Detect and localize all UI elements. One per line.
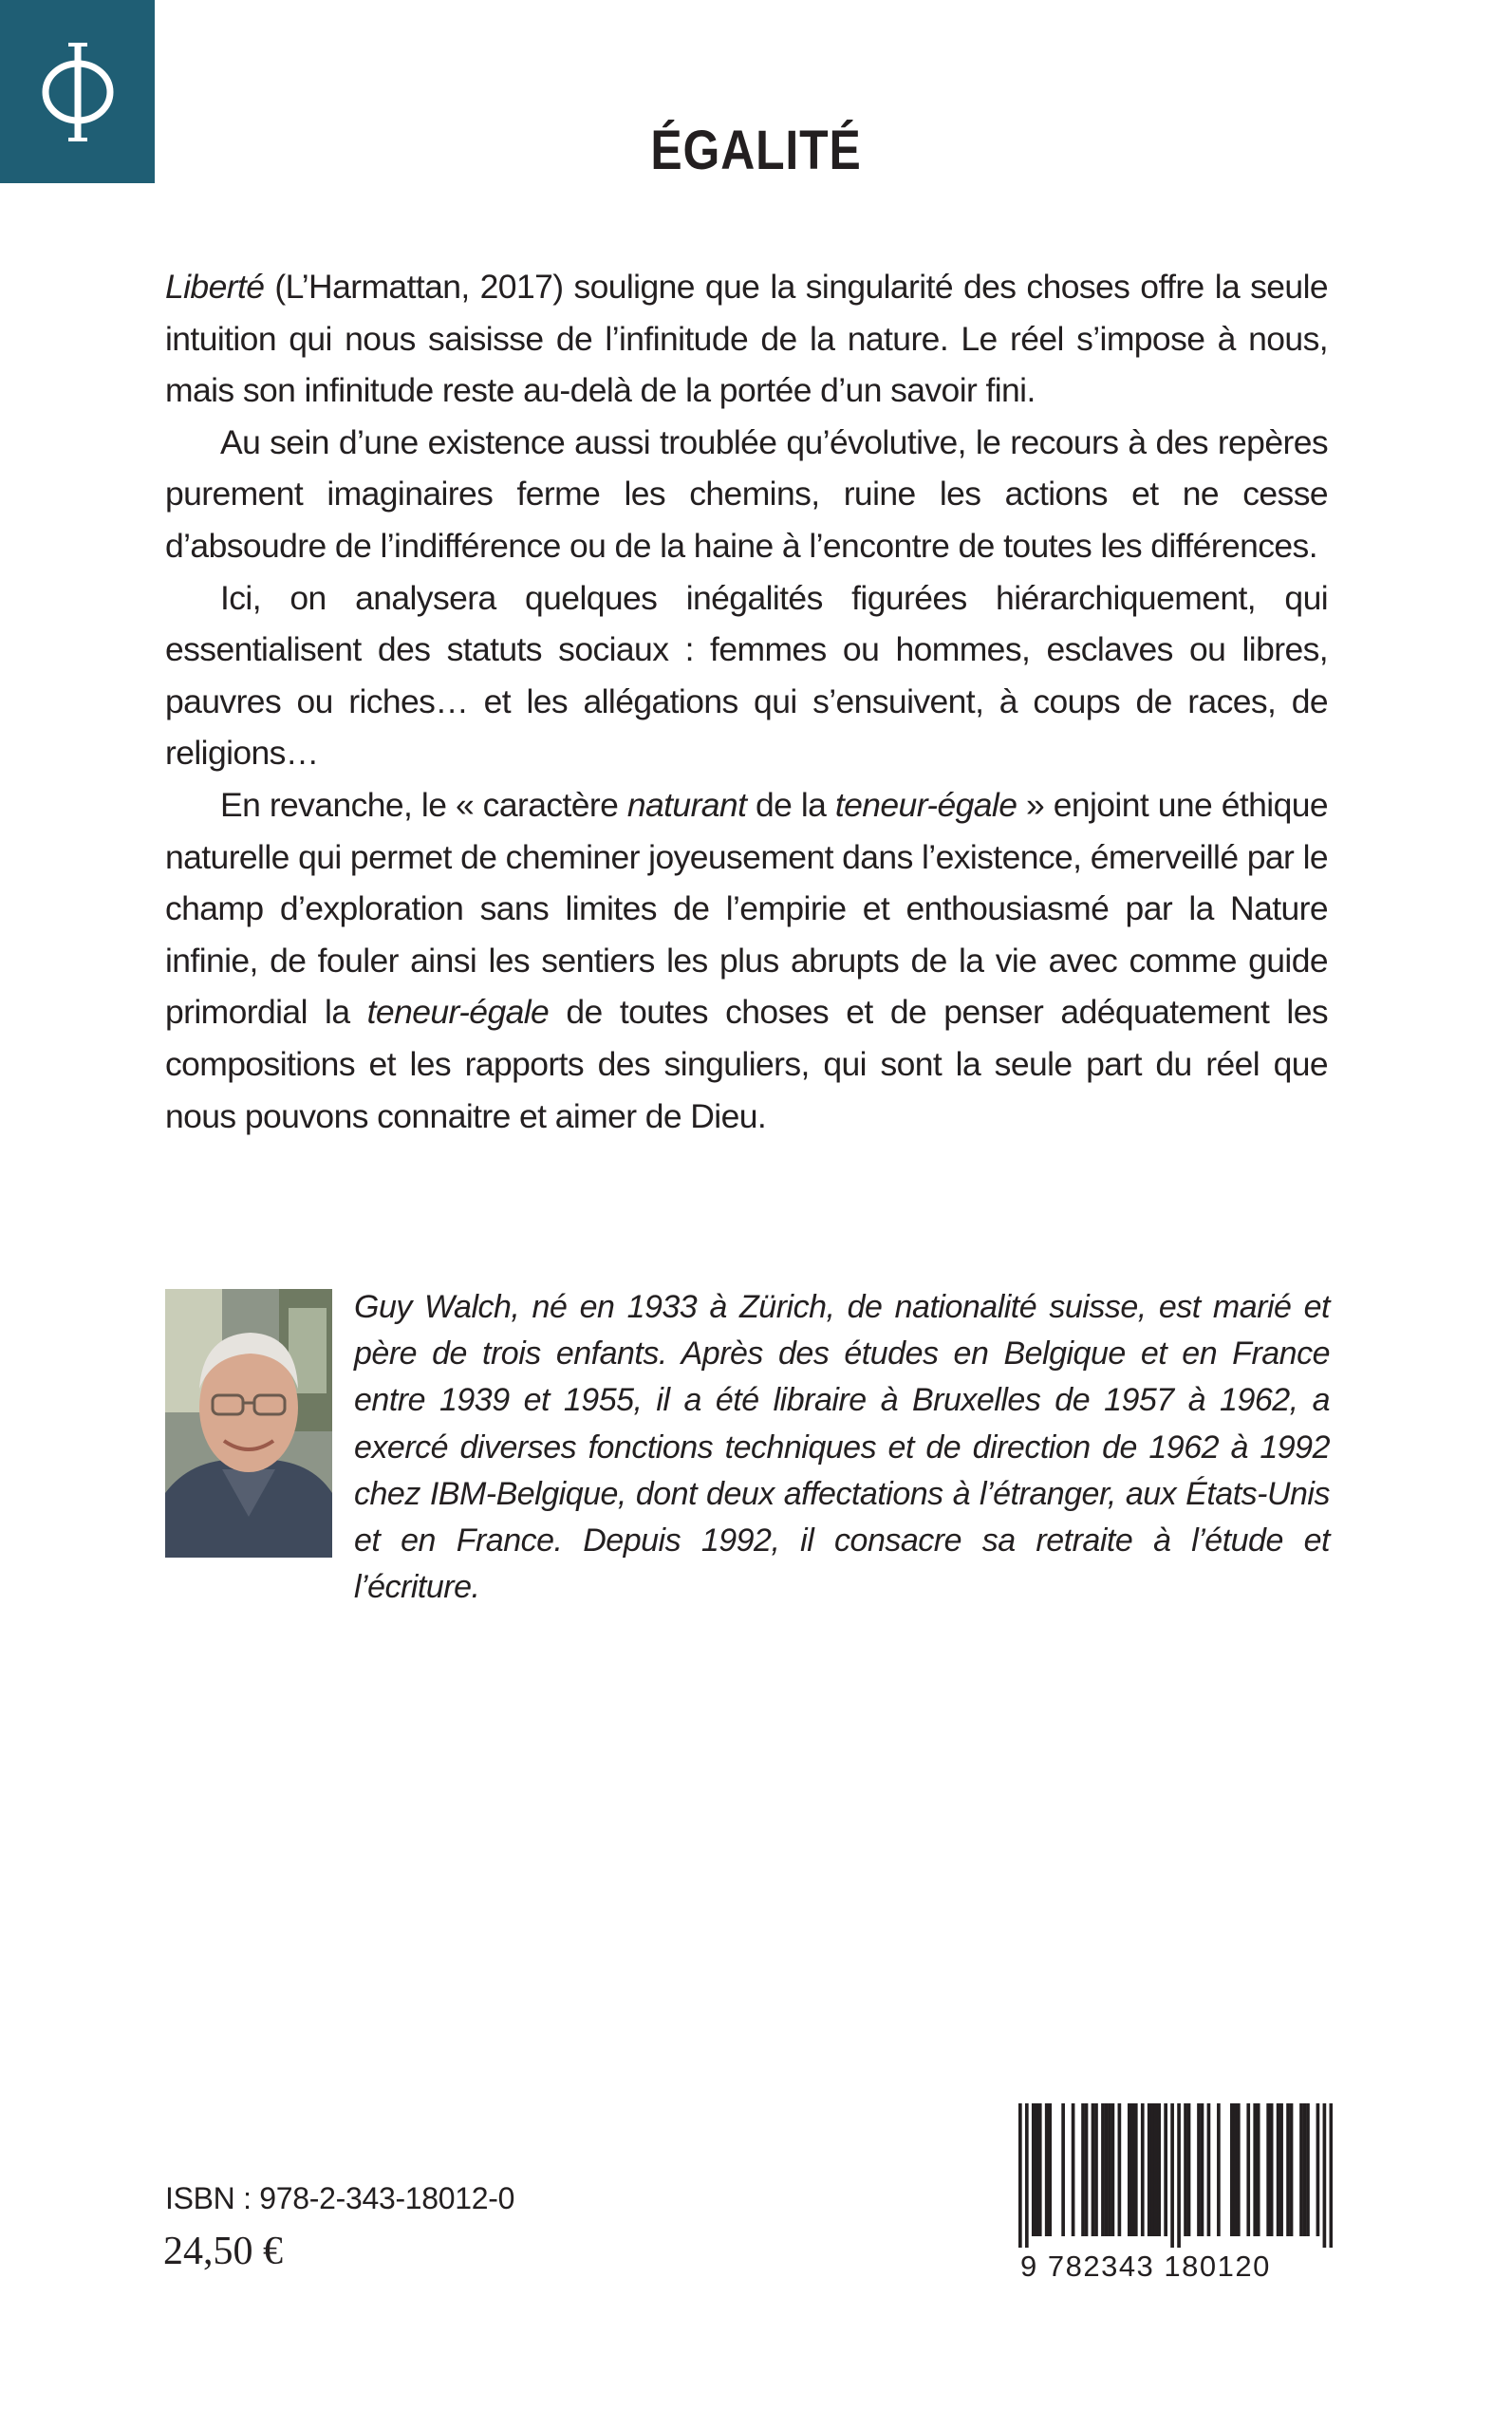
barcode-bar xyxy=(1085,2103,1089,2236)
author-photo xyxy=(165,1289,332,1558)
barcode-bar xyxy=(1279,2103,1283,2236)
book-blurb xyxy=(165,261,1328,1142)
blurb-italic-naturant: naturant xyxy=(626,785,747,824)
blurb-paragraph-2: Au sein d’une existence aussi troublée qu’évolutive, le recours à des repères purement imaginaires ferme les chemins, ruine les actions et ne cesse d’absoudre de l’indifférence ou de la haine à l’encontre de toutes les différences. xyxy=(165,422,1328,565)
blurb-italic-liberte: Liberté xyxy=(165,268,265,306)
barcode-bar xyxy=(1246,2103,1250,2236)
blurb-italic-teneur: teneur-égale xyxy=(834,785,1017,824)
barcode-bar xyxy=(1035,2103,1038,2236)
barcode-bar xyxy=(1048,2103,1052,2236)
barcode-bar xyxy=(1150,2103,1154,2236)
author-bio-text: , né en 1933 à Zürich, de nationalité suisse, est marié et père de trois enfants. Après des études en Belgique et en France entre 1939 et 1955, il a été libraire à Bruxelles de 1957 à 1962, a exercé diverses fonctions techniques et de direction de 1962 à 1992 chez IBM-Belgique, dont deux affectations à l’étranger, aux États-Unis et en France. Depuis 1992, il consacre sa retraite à l’étude et l’écriture. xyxy=(354,1289,1330,1606)
blurb-p4-part: En revanche, le « caractère xyxy=(220,785,627,824)
book-title: ÉGALITÉ xyxy=(650,120,862,181)
book-price: 24,50 € xyxy=(163,2230,283,2273)
blurb-paragraph-1 xyxy=(165,261,1328,417)
barcode-bar xyxy=(1316,2103,1320,2236)
barcode-bar xyxy=(1323,2103,1327,2248)
barcode-bar xyxy=(1233,2103,1237,2236)
barcode-bar xyxy=(1253,2103,1257,2236)
blurb-paragraph-3: Ici, on analysera quelques inégalités figurées hiérarchiquement, qui essentialisent des statuts sociaux : femmes ou hommes, esclaves ou libres, pauvres ou riches… et les allégations qui s’ensuivent, à coups de races, de religions… xyxy=(165,578,1328,773)
barcode-bar xyxy=(1197,2103,1201,2236)
author-bio xyxy=(354,1284,1330,1611)
barcode-bar xyxy=(1237,2103,1241,2236)
barcode-bar xyxy=(1081,2103,1085,2236)
barcode-bar xyxy=(1148,2103,1151,2236)
barcode-bar xyxy=(1303,2103,1307,2236)
barcode-bar xyxy=(1201,2103,1204,2236)
barcode-bar xyxy=(1217,2103,1221,2236)
blurb-italic-teneur: teneur-égale xyxy=(366,993,550,1032)
blurb-paragraph-4 xyxy=(165,779,1328,1142)
barcode-bar xyxy=(1184,2103,1187,2236)
author-name: Guy Walch xyxy=(354,1289,512,1325)
barcode-bar xyxy=(1032,2103,1036,2236)
barcode-bar xyxy=(1118,2103,1122,2236)
barcode-bar xyxy=(1018,2103,1022,2248)
barcode-bar xyxy=(1130,2103,1134,2236)
barcode-bar xyxy=(1266,2103,1270,2236)
barcode-bar xyxy=(1306,2103,1310,2236)
barcode-bar xyxy=(1270,2103,1274,2236)
barcode-bar xyxy=(1111,2103,1115,2236)
barcode-bar xyxy=(1038,2103,1042,2236)
barcode-bar xyxy=(1157,2103,1161,2236)
barcode-bar xyxy=(1101,2103,1105,2236)
author-bio-paragraph xyxy=(354,1284,1330,1611)
barcode-bar xyxy=(1187,2103,1191,2236)
barcode-bar xyxy=(1290,2103,1294,2236)
isbn-number: ISBN : 978-2-343-18012-0 xyxy=(165,2181,515,2215)
barcode-bar xyxy=(1061,2103,1065,2236)
barcode-bar xyxy=(1299,2103,1303,2236)
blurb-p4-part: » enjoint une éthique naturelle qui permet de cheminer joyeusement dans l’existence, émerveillé par le champ d’exploration sans limites de l’empirie et enthousiasmé par la Nature infinie, de fouler ainsi les sentiers les plus abrupts de la vie avec comme guide primordial la xyxy=(165,785,1328,1032)
barcode-bar xyxy=(1177,2103,1181,2248)
barcode-bar xyxy=(1072,2103,1075,2236)
barcode-bar xyxy=(1277,2103,1280,2236)
barcode-bar xyxy=(1045,2103,1049,2236)
barcode-bar xyxy=(1257,2103,1260,2236)
barcode-bar xyxy=(1134,2103,1138,2236)
barcode-bar xyxy=(1154,2103,1158,2236)
blurb-p4-part: de la xyxy=(746,785,835,824)
barcode-digits: 9 782343 180120 xyxy=(1020,2250,1271,2283)
barcode-bar xyxy=(1092,2103,1095,2236)
barcode-bar xyxy=(1094,2103,1098,2236)
ean-barcode xyxy=(1018,2103,1333,2286)
barcode-bar xyxy=(1141,2103,1145,2236)
barcode-bar xyxy=(1286,2103,1290,2236)
barcode-bars xyxy=(1018,2103,1333,2248)
barcode-bar xyxy=(1025,2103,1029,2248)
barcode-bar xyxy=(1128,2103,1131,2236)
barcode-bar xyxy=(1230,2103,1234,2236)
barcode-bar xyxy=(1105,2103,1109,2236)
barcode-bar xyxy=(1330,2103,1333,2248)
barcode-bar xyxy=(1207,2103,1211,2236)
blurb-p4-part: de toutes choses et de penser adéquatement les compositions et les rapports des singuliers, qui sont la seule part du réel que nous pouvons connaitre et aimer de Dieu. xyxy=(165,993,1328,1135)
blurb-p1-text: (L’Harmattan, 2017) souligne que la singularité des choses offre la seule intuition qui nous saisisse de l’infinitude de la nature. Le réel s’impose à nous, mais son infinitude reste au-delà de la portée d’un savoir fini. xyxy=(165,268,1328,410)
barcode-bar xyxy=(1170,2103,1174,2248)
barcode-bar xyxy=(1108,2103,1111,2236)
barcode-bar xyxy=(1164,2103,1167,2236)
